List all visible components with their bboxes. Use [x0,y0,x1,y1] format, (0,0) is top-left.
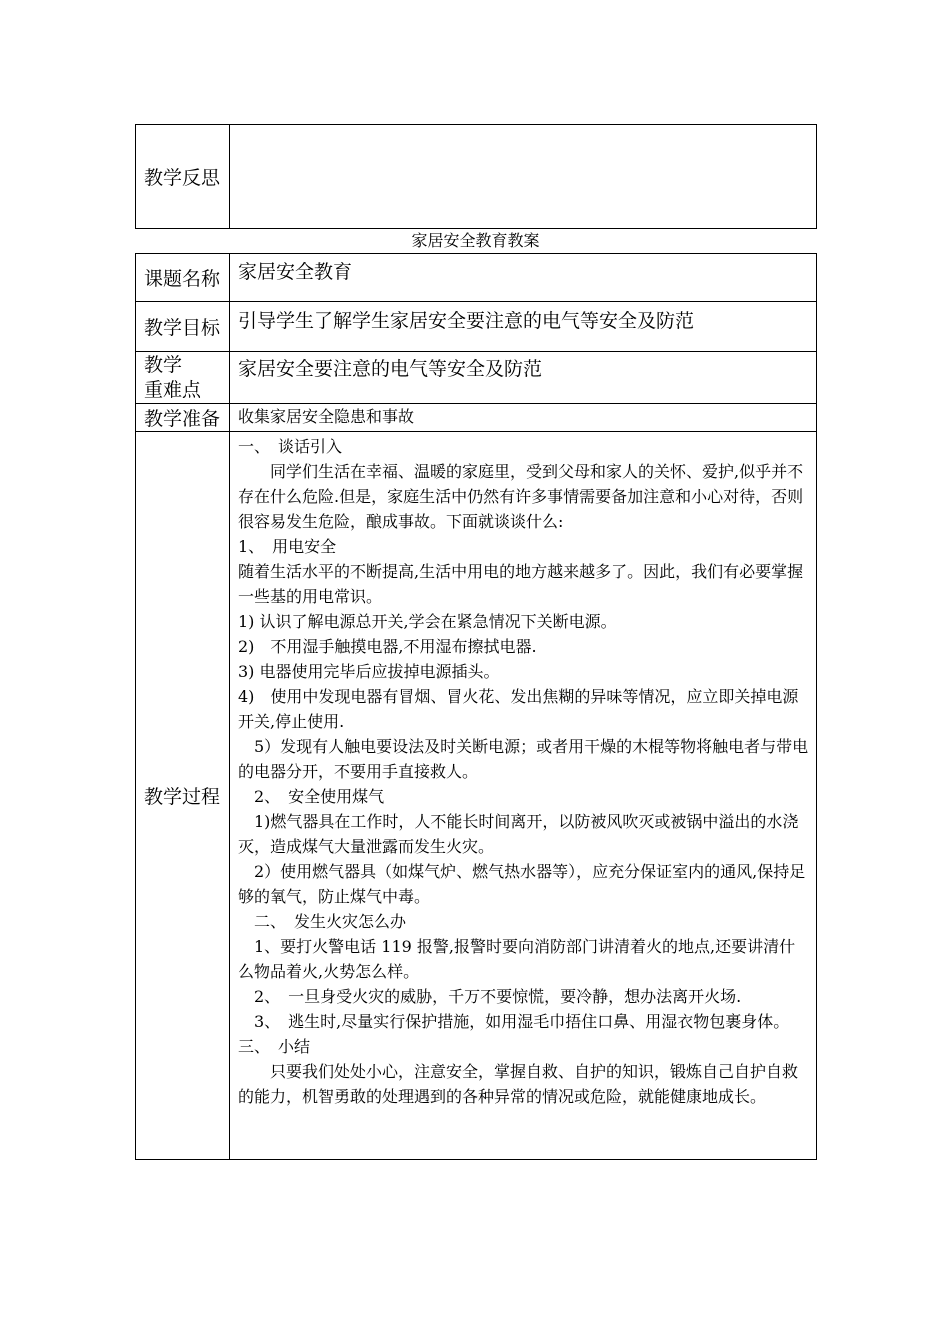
difficulty-label-line2: 重难点 [144,378,202,401]
process-line: 5）发现有人触电要设法及时关断电源；或者用干燥的木棍等物将触电者与带电的电器分开，不要用手直接救人。 [238,737,809,781]
reflection-value [230,125,817,229]
process-line: 三、 小结 [238,1037,311,1056]
reflection-label: 教学反思 [136,125,230,229]
difficulty-label-line1: 教学 [144,353,183,376]
process-line: 只要我们处处小心，注意安全，掌握自救、自护的知识，锻炼自己自护自救的能力，机智勇敢的处理遇到的各种异常的情况或危险，就能健康地成长。 [238,1062,799,1106]
process-line: 同学们生活在幸福、温暖的家庭里，受到父母和家人的关怀、爱护,似乎并不存在什么危险.但是，家庭生活中仍然有许多事情需要备加注意和小心对待，否则很容易发生危险，酿成事故。下面就谈谈什么: [238,462,804,531]
process-line: 2、 安全使用煤气 [254,787,385,806]
document-title: 家居安全教育教案 [411,231,540,250]
process-line: 二、 发生火灾怎么办 [254,912,407,931]
process-content [230,432,817,1160]
process-line: 4) 使用中发现电器有冒烟、冒火花、发出焦糊的异味等情况，应立即关掉电源开关,停止使用. [238,687,799,731]
process-line: 1) 认识了解电源总开关,学会在紧急情况下关断电源。 [238,612,617,631]
topic-label: 课题名称 [136,254,230,302]
process-line: 2) 不用湿手触摸电器,不用湿布擦拭电器. [238,637,537,656]
difficulty-label [136,352,230,404]
reflection-table [135,124,817,229]
process-line: 随着生活水平的不断提高,生活中用电的地方越来越多了。因此，我们有必要掌握一些基的用电常识。 [238,562,804,606]
process-line: 3、 逃生时,尽量实行保护措施，如用湿毛巾捂住口鼻、用湿衣物包裹身体。 [254,1012,790,1031]
prep-value: 收集家居安全隐患和事故 [230,404,817,432]
goal-label: 教学目标 [136,302,230,352]
process-line: 3) 电器使用完毕后应拔掉电源插头。 [238,662,500,681]
process-line: 2、 一旦身受火灾的威胁，千万不要惊慌，要冷静，想办法离开火场. [254,987,742,1006]
prep-label: 教学准备 [136,404,230,432]
process-line: 1、 用电安全 [238,537,337,556]
process-line: 1)燃气器具在工作时，人不能长时间离开，以防被风吹灭或被锅中溢出的水浇灭，造成煤气大量泄露而发生火灾。 [238,812,799,856]
topic-value: 家居安全教育 [230,254,817,302]
process-line: 1、要打火警电话 119 报警,报警时要向消防部门讲清着火的地点,还要讲清什么物品着火,火势怎么样。 [238,937,796,981]
process-line: 一、 谈话引入 [238,437,343,456]
goal-value: 引导学生了解学生家居安全要注意的电气等安全及防范 [230,302,817,352]
process-line: 2）使用燃气器具（如煤气炉、燃气热水器等），应充分保证室内的通风,保持足够的氧气，防止煤气中毒。 [238,862,806,906]
lesson-plan-table [135,253,817,1160]
process-label: 教学过程 [136,432,230,1160]
difficulty-value: 家居安全要注意的电气等安全及防范 [230,352,817,404]
